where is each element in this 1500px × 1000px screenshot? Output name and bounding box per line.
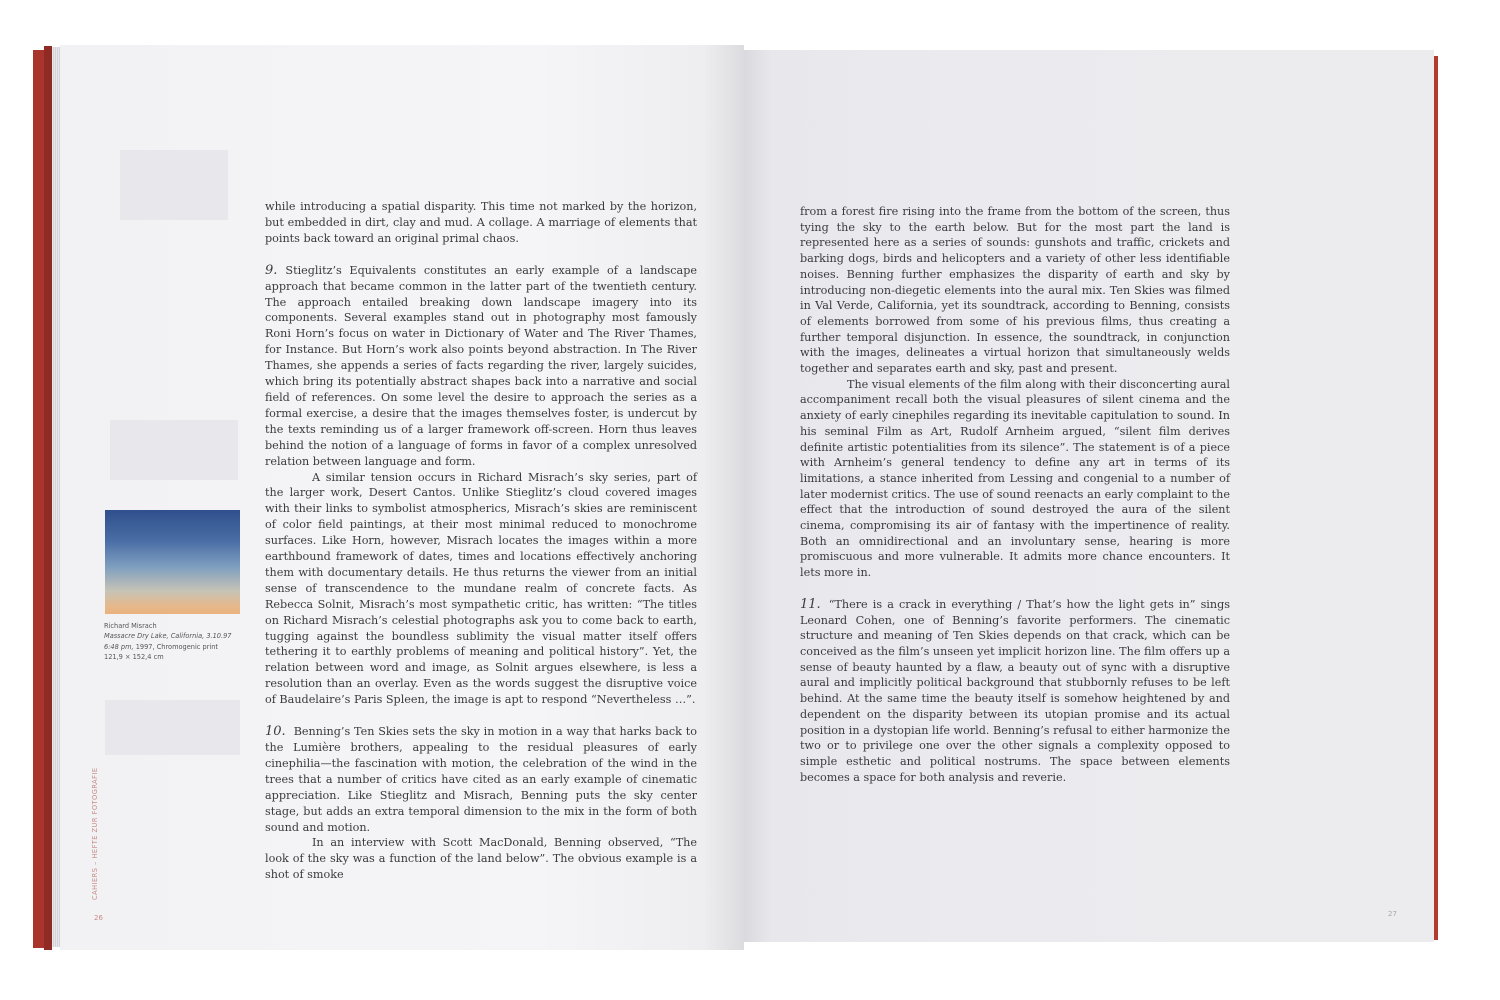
sky-photograph [105,510,240,614]
photo-caption [104,621,254,662]
show-through-block [105,700,240,755]
book-cover-edge-right [1434,56,1438,940]
paragraph-11: 11. “There is a crack in everything / That’s how the light gets in” sings Leonard Cohen, one of Benning’s favorite performers. The cinematic structure and meaning of Ten Skies depends on that crack, which can be conceived as the film’s unseen yet implicit horizon line. The film offers up a sense of beauty haunted by a flaw, a beauty out of sync with a disruptive aural and implicitly political background that stubbornly refuses to be left behind. At the same time the beauty itself is somehow heightened by and dependent on the disparity between its utopian promise and its actual position in a dystopian life world. Benning’s refusal to either harmonize the two or to privilege one over the other signals a complexity opposed to simple esthetic and political nostrums. The space between elements becomes a space for both analysis and reverie. [800,596,1230,784]
paragraph: The visual elements of the film along with their disconcerting aural accompaniment recall both the visual pleasures of silent cinema and the anxiety of early cinephiles regarding its inevitable capitulation to sound. In his seminal Film as Art, Rudolf Arnheim argued, “silent film derives definite artistic potentialities from its silence”. The statement is of a piece with Arnheim’s general tendency to define any art in terms of its limitations, a stance inherited from Lessing and congenial to a number of later modernist critics. The use of sound reenacts an early complaint to the effect that the introduction of sound destroyed the aura of the silent cinema, compromising its air of fantasy with the impertinence of reality. Both an omnidirectional and an involuntary sense, hearing is more promiscuous and more vulnerable. It admits more chance encounters. It lets more in. [800,377,1230,580]
show-through-block [110,420,238,480]
caption-title: Massacre Dry Lake, California, 3.10.97 [104,632,232,641]
paragraph-10: 10. Benning’s Ten Skies sets the sky in motion in a way that harks back to the Lumière brothers, appealing to the residual pleasures of early cinephilia—the fascination with motion, the celebration of the wind in the trees that a number of critics have cited as an early example of cinematic appreciation. Like Stieglitz and Misrach, Benning puts the sky center stage, but adds an extra temporal dimension to the mix in the form of both sound and motion. [265,724,697,834]
caption-size: 121,9 × 152,4 cm [104,652,164,661]
paragraph: A similar tension occurs in Richard Misrach’s sky series, part of the larger work, Desert Cantos. Unlike Stieglitz’s cloud covered images with their links to symbolist atmospherics, Misrach’s skies are reminiscent of color field paintings, at their most minimal reduced to monochrome surfaces. Like Horn, however, Misrach locates the images within a more earthbound framework of dates, times and locations effectively anchoring them with documentary details. He thus returns the viewer from an initial sense of transcendence to the mundane realm of concrete facts. As Rebecca Solnit, Misrach’s most sympathetic critic, has written: “The titles on Richard Misrach’s celestial photographs ask you to come back to earth, tugging against the boundless sublimity the visual matter itself offers tethering it to earthly problems of meaning and political history”. Yet, the relation between word and image, as Solnit argues elsewhere, is less a resolution than an overlay. Even as the words suggest the disruptive voice of Baudelaire’s Paris Spleen, the image is apt to respond “Nevertheless …”. [265,470,697,707]
caption-details: 1997, Chromogenic print [135,642,218,651]
right-text-column [800,204,1230,785]
caption-artist: Richard Misrach [104,622,157,630]
section-number: 11. [800,596,821,612]
left-text-column [265,199,697,883]
paragraph-9: 9. Stieglitz’s Equivalents constitutes an early example of a landscape approach that became common in the latter part of the twentieth century. The approach entailed breaking down landscape imagery into its components. Several examples stand out in photography most famously Roni Horn’s focus on water in Dictionary of Water and The River Thames, for Instance. But Horn’s work also points beyond abstraction. In The River Thames, she appends a series of facts regarding the river, largely suicides, which bring its potentially abstract shapes back into a narrative and social field of references. On some level the desire to approach the series as a formal exercise, a desire that the images themselves foster, is undercut by the texts reminding us of a larger framework off-screen. Horn thus leaves behind the notion of a language of forms in favor of a complex unresolved relation between language and form. [265,262,697,468]
section-number: 10. [265,724,286,740]
show-through-block [120,150,228,220]
caption-time: 6:48 pm, [104,642,134,651]
page-number-right: 27 [1388,910,1397,918]
book-spine-shadow [44,46,52,950]
paragraph: from a forest fire rising into the frame from the bottom of the screen, thus tying the sky to the earth below. But for the most part the land is represented here as a series of sounds: gunshots and traffic, crickets and barking dogs, birds and helicopters and a variety of other less identifiable noises. Benning further emphasizes the disparity of earth and sky by introducing non-diegetic elements into the aural mix. Ten Skies was filmed in Val Verde, California, yet its soundtrack, according to Benning, consists of elements borrowed from some of his previous films, thus creating a further temporal disjunction. In essence, the soundtrack, in conjunction with the images, delineates a virtual horizon that simultaneously welds together and separates earth and sky, past and present. [800,205,1230,376]
section-number: 9. [265,262,278,278]
paragraph: In an interview with Scott MacDonald, Benning observed, “The look of the sky was a function of the land below”. The obvious example is a shot of smoke [265,836,697,882]
running-head: CAHIERS – HEFTE ZUR FOTOGRAFIE [91,767,99,900]
paragraph: while introducing a spatial disparity. This time not marked by the horizon, but embedded in dirt, clay and mud. A collage. A marriage of elements that points back toward an original primal chaos. [265,200,697,245]
page-number-left: 26 [94,914,103,922]
